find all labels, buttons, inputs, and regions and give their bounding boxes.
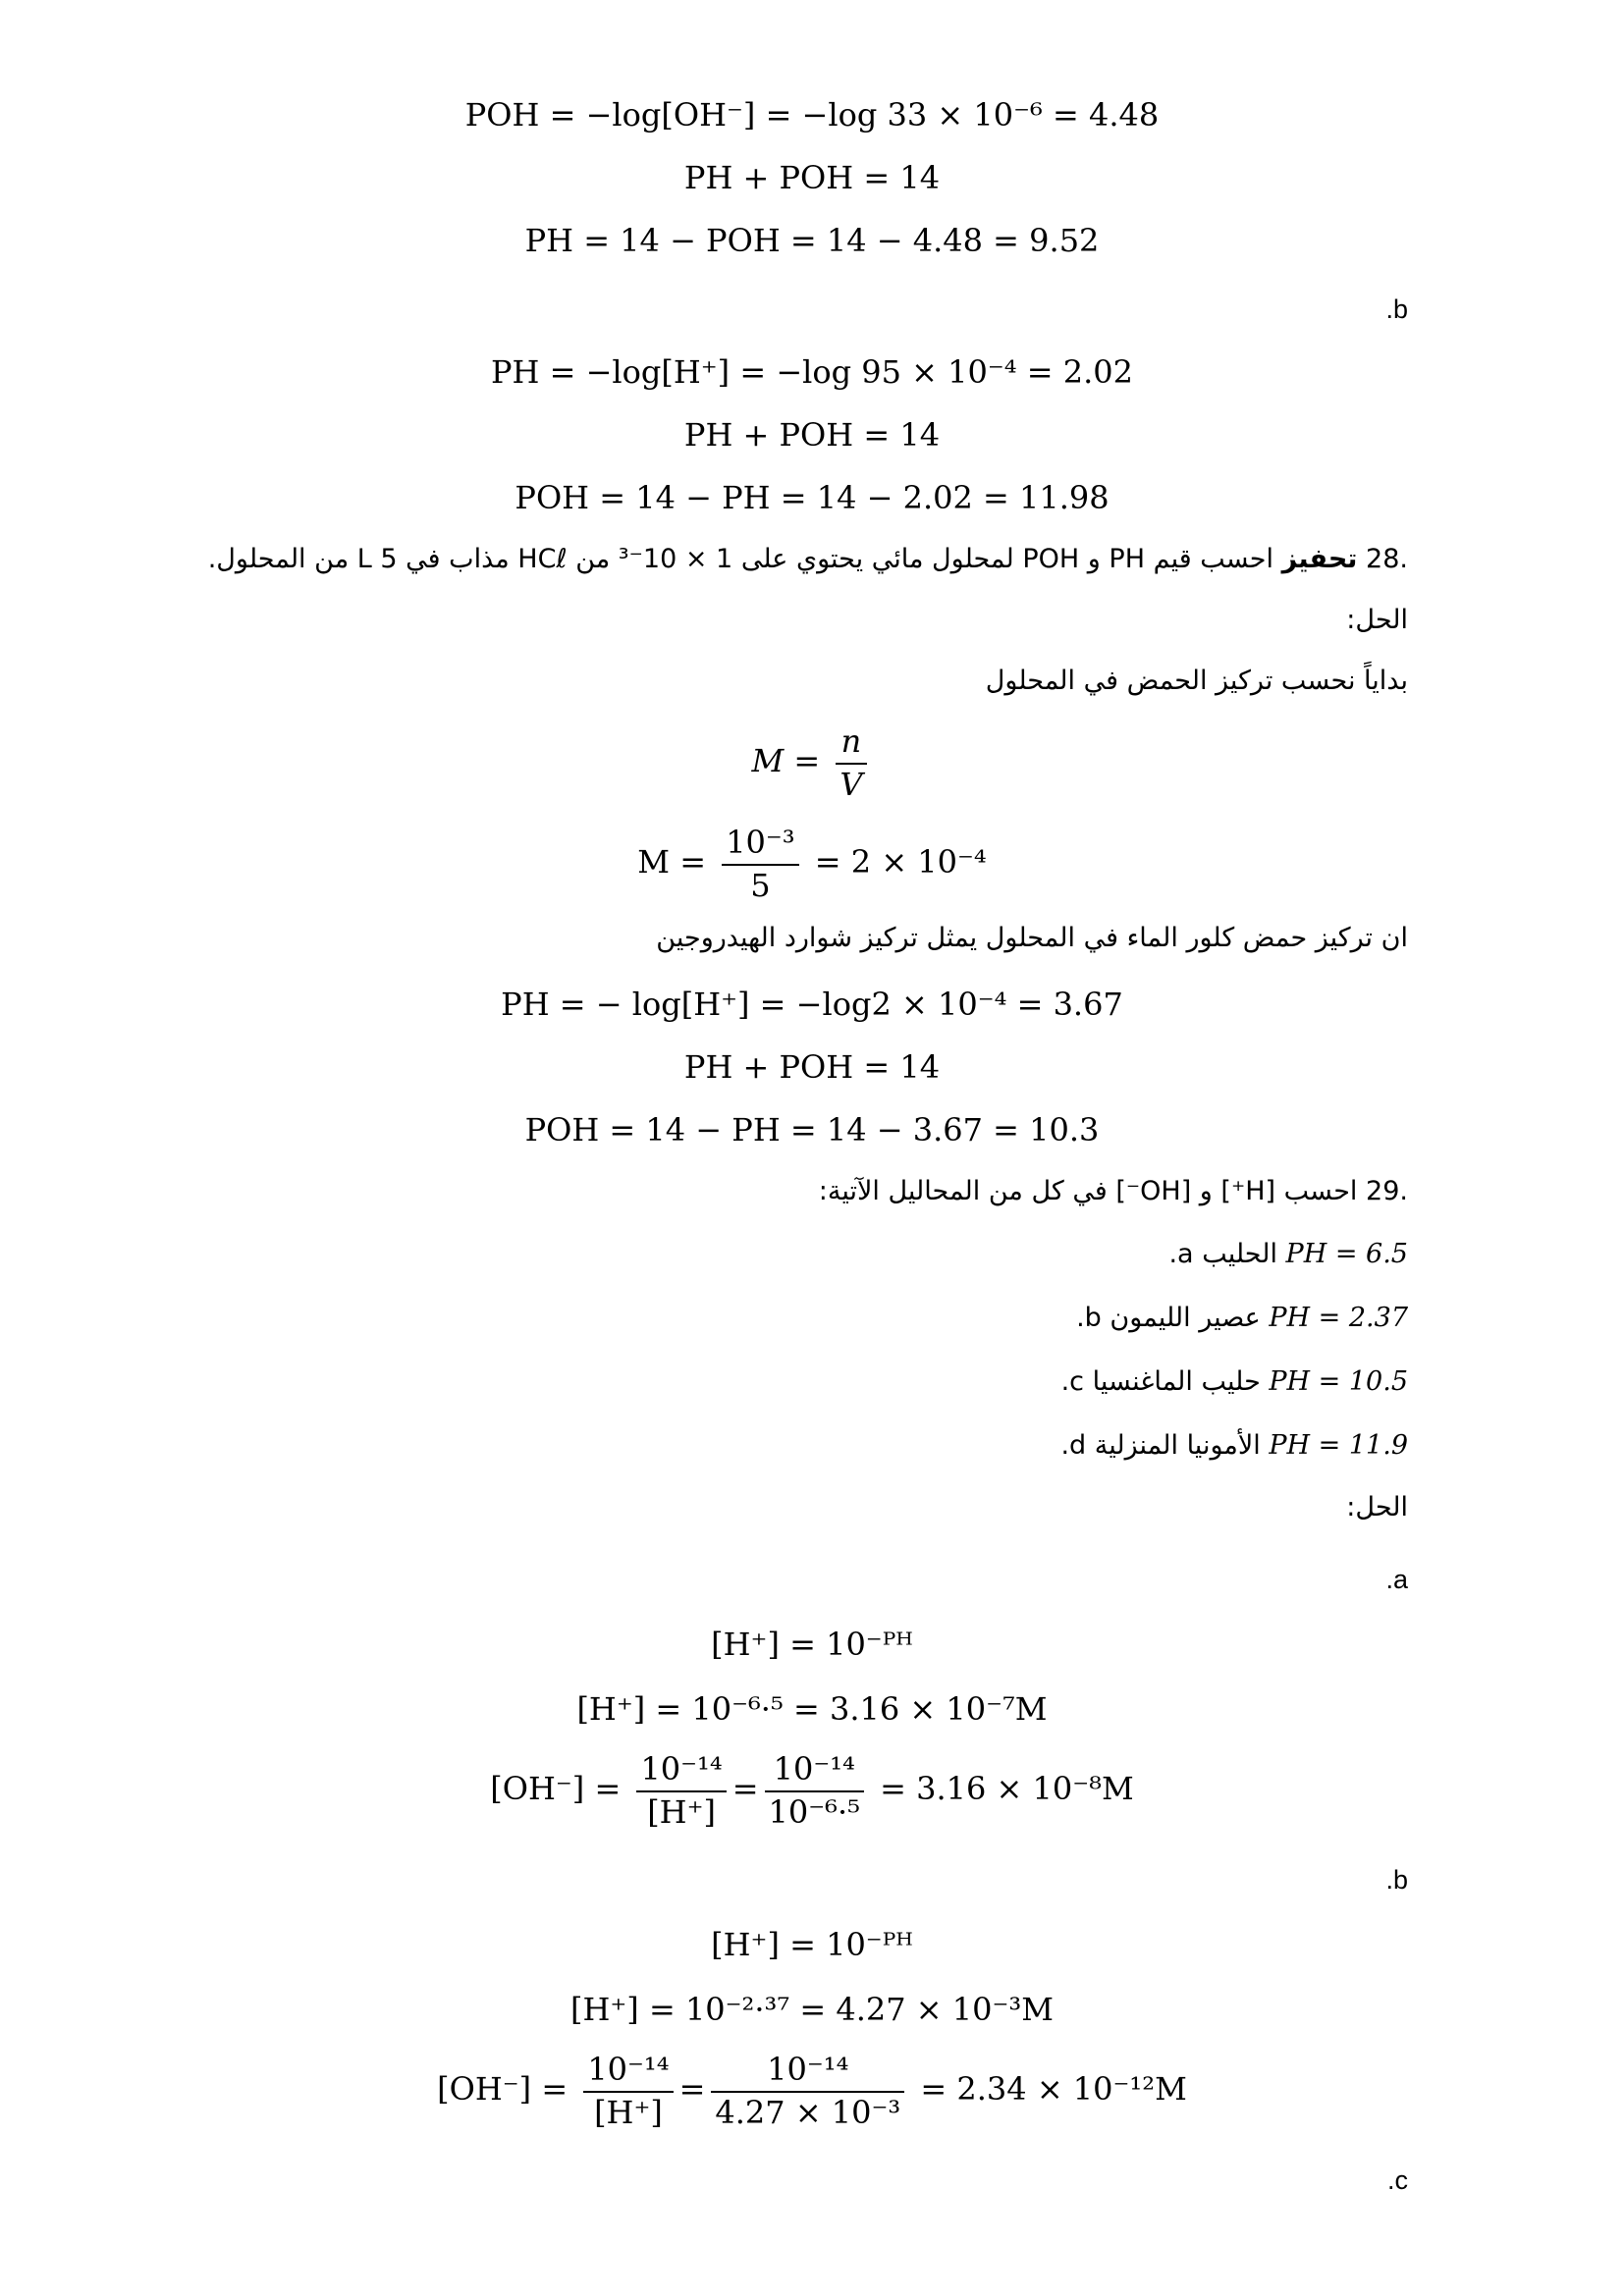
equation-sum-28: PH + POH = 14	[683, 1048, 941, 1086]
fraction-denominator: [H⁺]	[594, 2093, 663, 2131]
equation-sum-a: PH + POH = 14	[683, 159, 941, 196]
section-label-c: .c	[1386, 2165, 1408, 2195]
fraction-denominator: 4.27 × 10⁻³	[715, 2093, 901, 2131]
question-29	[132, 1176, 1408, 1206]
equation-ph-a: PH = 14 − POH = 14 − 4.48 = 9.52	[524, 222, 1100, 259]
equation-poh-28: POH = 14 − PH = 14 − 3.67 = 10.3	[524, 1111, 1100, 1148]
equation-oh-b: [OH⁻] = $\frac{\text{10⁻¹⁴}}{[H^+]}$ = $\frac{\text{10⁻¹⁴}}{\text{4.27 × 10⁻³}}$ = 2.34 × 10⁻¹²M	[0, 2050, 1624, 2133]
equation-molarity-value	[0, 823, 1624, 906]
fraction-denominator: 5	[750, 866, 771, 904]
list-item-c	[132, 1366, 1408, 1397]
question-tag: تحفيز	[1281, 544, 1358, 574]
fraction-numerator: 10⁻³	[722, 823, 798, 866]
equation-poh-b: POH = 14 − PH = 14 − 2.02 = 11.98	[514, 479, 1110, 516]
equation-oh-a: [OH⁻] = $\frac{\text{10⁻¹⁴}}{[H^+]}$ = $\frac{\text{10⁻¹⁴}}{\text{10⁻⁶·⁵}}$ = 3.16 × 10⁻⁸M	[0, 1749, 1624, 1833]
equation-h-value-b: [H⁺] = 10⁻²·³⁷ = 4.27 × 10⁻³M	[570, 1991, 1054, 2028]
equation-lhs: [OH⁻] =	[490, 1770, 622, 1808]
fraction	[722, 823, 798, 906]
solution-label: الحل:	[1346, 605, 1408, 635]
fraction	[765, 1749, 864, 1833]
equation-rhs: = 3.16 × 10⁻⁸M	[880, 1770, 1134, 1808]
solution-intro: بداياً نحسب تركيز الحمض في المحلول	[985, 666, 1408, 696]
item-value: PH = 10.5	[1269, 1366, 1408, 1397]
equation-lhs: [OH⁻] =	[437, 2070, 568, 2109]
fraction-numerator: 10⁻¹⁴	[711, 2050, 904, 2093]
section-label-b2: .b	[1385, 1865, 1408, 1895]
equation-rhs: = 2 × 10⁻⁴	[814, 843, 987, 881]
fraction	[711, 2050, 904, 2133]
fraction-numerator: 10⁻¹⁴	[583, 2050, 673, 2093]
item-name: الحليب	[1202, 1239, 1277, 1269]
equation-molarity	[0, 721, 1624, 805]
equation-ph-b: PH = −log[H⁺] = −log 95 × 10⁻⁴ = 2.02	[491, 353, 1133, 391]
list-item-a	[132, 1239, 1408, 1269]
equation-rhs: = 2.34 × 10⁻¹²M	[920, 2070, 1187, 2109]
fraction	[836, 721, 866, 805]
fraction-denominator: [H⁺]	[647, 1792, 716, 1831]
fraction-numerator: 10⁻¹⁴	[765, 1749, 864, 1792]
item-name: حليب الماغنسيا	[1092, 1366, 1261, 1397]
fraction-numerator: n	[836, 721, 866, 765]
solution-label: الحل:	[1346, 1492, 1408, 1522]
item-letter: .d	[1060, 1430, 1087, 1461]
equation-h-value-a: [H⁺] = 10⁻⁶·⁵ = 3.16 × 10⁻⁷M	[576, 1690, 1048, 1728]
fraction	[583, 2050, 673, 2133]
equation-h-def-a: [H⁺] = 10⁻ᴾᴴ	[711, 1626, 913, 1663]
item-value: PH = 6.5	[1285, 1239, 1408, 1269]
fraction	[636, 1749, 726, 1833]
item-letter: .b	[1076, 1303, 1102, 1333]
question-text: احسب قيم PH و POH لمحلول مائي يحتوي على 1 × 10⁻³ من HCℓ مذاب في 5 L من المحلول.	[207, 544, 1273, 574]
item-name: الأمونيا المنزلية	[1094, 1430, 1261, 1461]
fraction-numerator: 10⁻¹⁴	[636, 1749, 726, 1792]
solution-note: ان تركيز حمض كلور الماء في المحلول يمثل تركيز شوارد الهيدروجين	[656, 923, 1408, 953]
equation-sum-b: PH + POH = 14	[683, 416, 941, 454]
item-letter: .c	[1060, 1366, 1085, 1397]
equation-h-def-b: [H⁺] = 10⁻ᴾᴴ	[711, 1926, 913, 1963]
list-item-d	[132, 1430, 1408, 1461]
item-value: PH = 2.37	[1269, 1303, 1408, 1333]
question-number: .29	[1366, 1176, 1408, 1206]
section-label-b: .b	[1385, 294, 1408, 324]
fraction-denominator: 10⁻⁶·⁵	[768, 1792, 860, 1831]
question-28	[132, 544, 1408, 574]
question-number: .28	[1366, 544, 1408, 574]
equation-lhs: M =	[637, 843, 707, 881]
item-letter: .a	[1168, 1239, 1194, 1269]
list-item-b	[132, 1303, 1408, 1333]
item-value: PH = 11.9	[1269, 1430, 1408, 1461]
equation-ph-28: PH = − log[H⁺] = −log2 × 10⁻⁴ = 3.67	[501, 986, 1123, 1023]
question-text: احسب [H⁺] و [OH⁻] في كل من المحاليل الآتية:	[818, 1176, 1358, 1206]
equation-lhs: M =	[751, 742, 821, 780]
fraction-denominator: V	[839, 765, 863, 803]
equation-poh-a: POH = −log[OH⁻] = −log 33 × 10⁻⁶ = 4.48	[464, 96, 1160, 133]
item-name: عصير الليمون	[1110, 1303, 1261, 1333]
section-label-a: .a	[1385, 1565, 1408, 1594]
